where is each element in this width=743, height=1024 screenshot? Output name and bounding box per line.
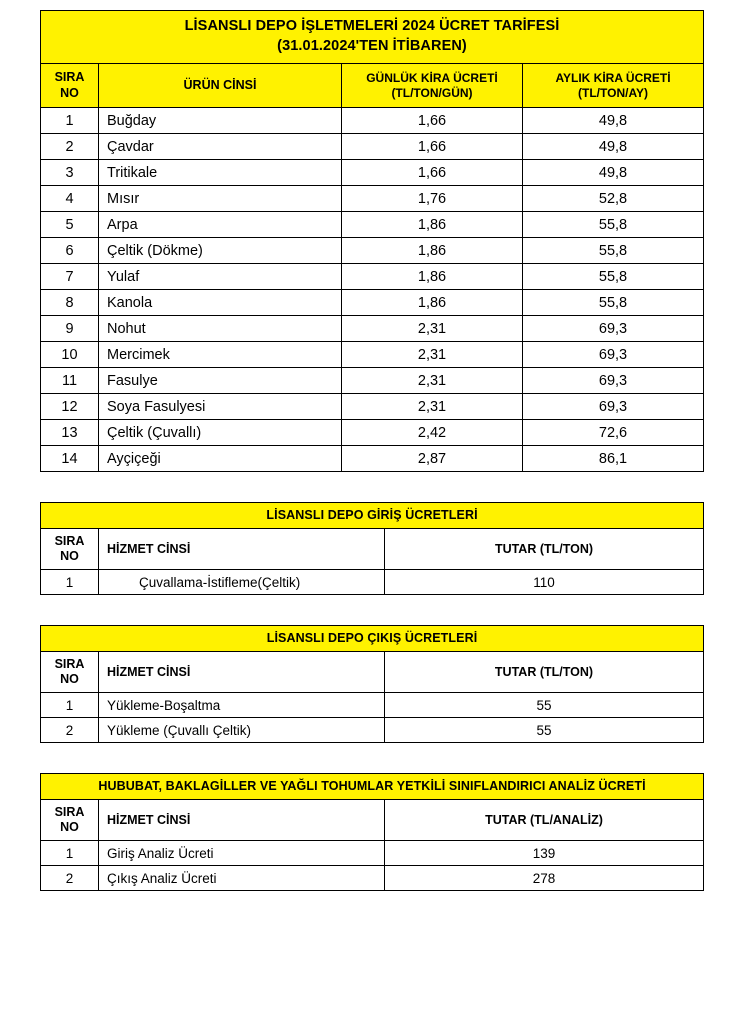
row-no: 5 xyxy=(41,212,99,238)
table-row xyxy=(41,693,704,718)
row-no: 6 xyxy=(41,238,99,264)
analysis-fees-header-row xyxy=(41,800,704,841)
table-row xyxy=(41,264,704,290)
entry-column-header-no xyxy=(41,529,99,570)
row-monthly: 69,3 xyxy=(523,394,704,420)
row-product: Çeltik (Çuvallı) xyxy=(99,420,342,446)
row-no: 11 xyxy=(41,368,99,394)
exit-column-header-service: HİZMET CİNSİ xyxy=(99,652,385,693)
row-no: 1 xyxy=(41,693,99,718)
row-product: Buğday xyxy=(99,108,342,134)
row-product: Yulaf xyxy=(99,264,342,290)
row-daily: 1,66 xyxy=(342,160,523,186)
row-amount: 278 xyxy=(385,866,704,891)
row-monthly: 52,8 xyxy=(523,186,704,212)
row-no: 1 xyxy=(41,108,99,134)
row-daily: 1,66 xyxy=(342,134,523,160)
exit-column-header-no xyxy=(41,652,99,693)
column-header-product: ÜRÜN CİNSİ xyxy=(99,64,342,108)
table-row xyxy=(41,186,704,212)
row-service: Giriş Analiz Ücreti xyxy=(99,841,385,866)
row-monthly: 86,1 xyxy=(523,446,704,472)
analysis-column-header-service: HİZMET CİNSİ xyxy=(99,800,385,841)
row-no: 2 xyxy=(41,718,99,743)
row-no: 1 xyxy=(41,841,99,866)
tariff-table xyxy=(40,10,704,472)
exit-fees-title: LİSANSLI DEPO ÇIKIŞ ÜCRETLERİ xyxy=(41,626,704,652)
row-product: Kanola xyxy=(99,290,342,316)
column-header-no xyxy=(41,64,99,108)
column-header-monthly xyxy=(523,64,704,108)
row-product: Fasulye xyxy=(99,368,342,394)
row-monthly: 72,6 xyxy=(523,420,704,446)
table-row xyxy=(41,290,704,316)
row-monthly: 55,8 xyxy=(523,264,704,290)
row-service: Yükleme-Boşaltma xyxy=(99,693,385,718)
entry-fees-table xyxy=(40,502,704,595)
table-row xyxy=(41,212,704,238)
row-daily: 1,86 xyxy=(342,238,523,264)
entry-column-header-no-line1: SIRA xyxy=(54,534,85,549)
tariff-title-line1: LİSANSLI DEPO İŞLETMELERİ 2024 ÜCRET TARİFESİ xyxy=(184,18,560,34)
row-no: 14 xyxy=(41,446,99,472)
row-monthly: 55,8 xyxy=(523,238,704,264)
analysis-fees-title: HUBUBAT, BAKLAGİLLER VE YAĞLI TOHUMLAR YETKİLİ SINIFLANDIRICI ANALİZ ÜCRETİ xyxy=(41,774,704,800)
exit-column-header-no-line2: NO xyxy=(60,672,79,687)
exit-column-header-amount: TUTAR (TL/TON) xyxy=(385,652,704,693)
table-row xyxy=(41,718,704,743)
row-amount: 110 xyxy=(385,570,704,595)
row-daily: 2,31 xyxy=(342,368,523,394)
column-header-monthly-line1: AYLIK KİRA ÜCRETİ xyxy=(555,70,671,85)
row-no: 8 xyxy=(41,290,99,316)
analysis-column-header-amount: TUTAR (TL/ANALİZ) xyxy=(385,800,704,841)
column-header-daily-line2: (TL/TON/GÜN) xyxy=(391,85,473,100)
entry-fees-title: LİSANSLI DEPO GİRİŞ ÜCRETLERİ xyxy=(41,503,704,529)
entry-fees-header-row xyxy=(41,529,704,570)
analysis-fees-table xyxy=(40,773,704,891)
column-header-daily xyxy=(342,64,523,108)
row-monthly: 49,8 xyxy=(523,134,704,160)
row-monthly: 69,3 xyxy=(523,316,704,342)
column-header-monthly-line2: (TL/TON/AY) xyxy=(578,85,649,100)
analysis-column-header-no-line2: NO xyxy=(60,820,79,835)
entry-column-header-amount: TUTAR (TL/TON) xyxy=(385,529,704,570)
row-product: Çeltik (Dökme) xyxy=(99,238,342,264)
table-row xyxy=(41,108,704,134)
row-no: 1 xyxy=(41,570,99,595)
row-daily: 2,31 xyxy=(342,394,523,420)
row-daily: 2,87 xyxy=(342,446,523,472)
exit-fees-table xyxy=(40,625,704,743)
column-header-no-line2: NO xyxy=(60,85,79,100)
row-daily: 2,42 xyxy=(342,420,523,446)
entry-fees-title-row xyxy=(41,503,704,529)
column-header-daily-line1: GÜNLÜK KİRA ÜCRETİ xyxy=(366,70,498,85)
row-no: 4 xyxy=(41,186,99,212)
table-row xyxy=(41,342,704,368)
row-monthly: 69,3 xyxy=(523,342,704,368)
spacer xyxy=(40,472,703,502)
row-service: Çıkış Analiz Ücreti xyxy=(99,866,385,891)
entry-column-header-service: HİZMET CİNSİ xyxy=(99,529,385,570)
row-monthly: 55,8 xyxy=(523,290,704,316)
row-daily: 1,86 xyxy=(342,264,523,290)
tariff-table-title xyxy=(41,11,704,64)
row-service: Çuvallama-İstifleme(Çeltik) xyxy=(99,570,385,595)
table-row xyxy=(41,368,704,394)
exit-fees-header-row xyxy=(41,652,704,693)
row-amount: 55 xyxy=(385,693,704,718)
row-daily: 2,31 xyxy=(342,342,523,368)
row-service: Yükleme (Çuvallı Çeltik) xyxy=(99,718,385,743)
row-no: 10 xyxy=(41,342,99,368)
row-no: 3 xyxy=(41,160,99,186)
table-row xyxy=(41,134,704,160)
row-no: 7 xyxy=(41,264,99,290)
table-row xyxy=(41,841,704,866)
row-no: 9 xyxy=(41,316,99,342)
row-product: Mercimek xyxy=(99,342,342,368)
row-amount: 139 xyxy=(385,841,704,866)
row-product: Arpa xyxy=(99,212,342,238)
row-product: Nohut xyxy=(99,316,342,342)
tariff-table-title-row xyxy=(41,11,704,64)
table-row xyxy=(41,570,704,595)
row-daily: 2,31 xyxy=(342,316,523,342)
row-no: 2 xyxy=(41,134,99,160)
entry-column-header-no-line2: NO xyxy=(60,549,79,564)
row-amount: 55 xyxy=(385,718,704,743)
row-no: 12 xyxy=(41,394,99,420)
table-row xyxy=(41,238,704,264)
analysis-column-header-no xyxy=(41,800,99,841)
table-row xyxy=(41,160,704,186)
row-monthly: 49,8 xyxy=(523,108,704,134)
tariff-title-line2: (31.01.2024'TEN İTİBAREN) xyxy=(277,37,467,54)
spacer xyxy=(40,743,703,773)
table-row xyxy=(41,446,704,472)
exit-column-header-no-line1: SIRA xyxy=(54,657,85,672)
row-daily: 1,66 xyxy=(342,108,523,134)
table-row xyxy=(41,866,704,891)
row-daily: 1,86 xyxy=(342,290,523,316)
row-monthly: 55,8 xyxy=(523,212,704,238)
row-product: Tritikale xyxy=(99,160,342,186)
table-row xyxy=(41,420,704,446)
tariff-table-header-row xyxy=(41,64,704,108)
row-product: Soya Fasulyesi xyxy=(99,394,342,420)
spacer xyxy=(40,595,703,625)
row-daily: 1,76 xyxy=(342,186,523,212)
analysis-column-header-no-line1: SIRA xyxy=(54,805,85,820)
analysis-fees-title-row xyxy=(41,774,704,800)
table-row xyxy=(41,316,704,342)
exit-fees-title-row xyxy=(41,626,704,652)
row-no: 2 xyxy=(41,866,99,891)
row-product: Mısır xyxy=(99,186,342,212)
row-monthly: 69,3 xyxy=(523,368,704,394)
row-product: Çavdar xyxy=(99,134,342,160)
row-daily: 1,86 xyxy=(342,212,523,238)
column-header-no-line1: SIRA xyxy=(54,70,85,85)
row-no: 13 xyxy=(41,420,99,446)
row-product: Ayçiçeği xyxy=(99,446,342,472)
row-monthly: 49,8 xyxy=(523,160,704,186)
table-row xyxy=(41,394,704,420)
